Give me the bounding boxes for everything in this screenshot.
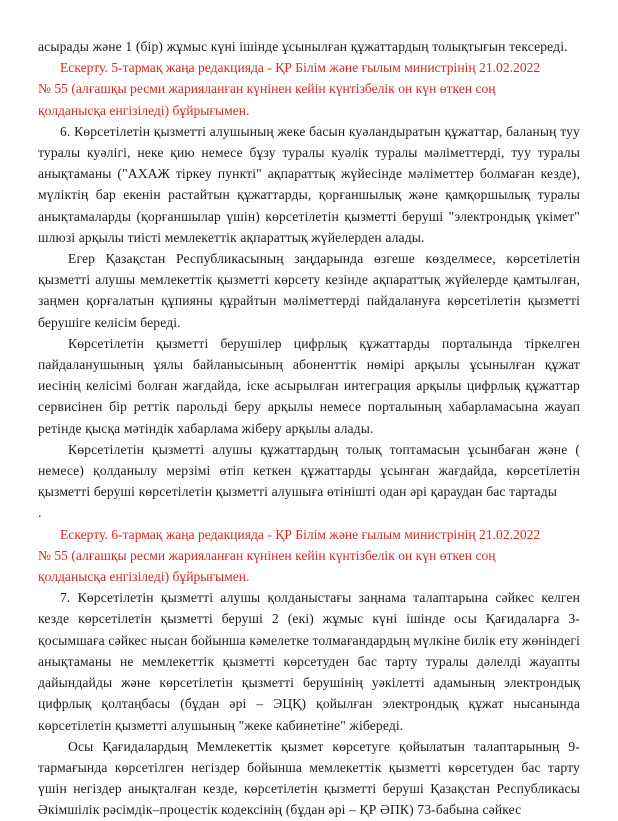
paragraph-digital-documents: Көрсетілетін қызметті берушілер цифрлық құжаттарды порталында тіркелген пайдаланушының ұялы байланысының абоненттік нөмірі арқылы ұсынылған құжат иесінің келісімі болған жағдайда, іске асырылған интеграция арқылы цифрлық құжаттар сервисінен бір реттік парольді беру арқылы немесе порталының хабарламасына жауап ретінде қысқа мәтіндік хабарлама жіберу арқылы алады. xyxy=(38,335,580,436)
paragraph-consent: Егер Қазақстан Республикасының заңдарында өзгеше көзделмесе, көрсетілетін қызметті алушы мемлекеттік қызметті көрсету кезінде ақпараттық жүйелерде қамтылған, заңмен қорғалатын құпияны құрайтын мәліметтерді пайдалануға көрсетілетін қызметті берушіге келісім береді. xyxy=(38,251,580,330)
amendment-note-6 xyxy=(38,524,580,588)
paragraph-refusal: Көрсетілетін қызметті алушы құжаттардың толық топтамасын ұсынбаған және ( немесе) қолданылу мерзімі өтіп кеткен құжаттарды ұсынған жағдайда, көрсетілетін қызметті беруші көрсетілетін қызметті алушыға өтінішті одан әрі қараудан бас тартады xyxy=(38,441,580,500)
paragraph-item-7: 7. Көрсетілетін қызметті алушы қолданыстағы заңнама талаптарына сәйкес келген кезде көрсетілетін қызметті беруші 2 (екі) жұмыс күні ішінде осы Қағидаларға 3-қосымшаға сәйкес нысан бойынша кәмелетке толмағандардың мүлкіне билік ету жөніндегі анықтаманы не мемлекеттік қызметті көрсетуден бас тарту туралы дәлелді жауапты дайындайды және көрсетілетін қызметті берушінің уәкілетті адамының электрондық цифрлық қолтаңбасы (бұдан әрі – ЭЦҚ) қойылған электрондық құжат нысанында көрсетілетін қызметті алушының "жеке кабинетіне" жібереді. xyxy=(38,590,580,733)
amendment-note-5 xyxy=(38,57,580,121)
amendment-note-6-line-1: Ескерту. 6-тармақ жаңа редакцияда - ҚР Білім және ғылым министрінің 21.02.2022 xyxy=(60,526,541,542)
document-body xyxy=(38,36,580,821)
paragraph-refusal-grounds: Осы Қағидалардың Мемлекеттік қызмет көрсетуге қойылатын талаптарының 9-тармағында көрсетілген негіздер бойынша мемлекеттік қызметті көрсетуден бас тарту үшін негіздер анықталған кезде, көрсетілетін қызметті беруші Қазақстан Республикасы Әкімшілік рәсімдік–процестік кодексінің (бұдан әрі – ҚР ӘПК) 73-бабына сәйкес xyxy=(38,738,580,818)
paragraph-continued-top: асырады және 1 (бір) жұмыс күні ішінде ұсынылған құжаттардың толықтығын тексереді. xyxy=(38,39,568,54)
amendment-note-5-line-1: Ескерту. 5-тармақ жаңа редакцияда - ҚР Білім және ғылым министрінің 21.02.2022 xyxy=(60,60,541,76)
amendment-note-6-line-2: № 55 (алғашқы ресми жарияланған күнінен кейін күнтізбелік он күн өткен соң xyxy=(38,547,496,563)
amendment-note-5-line-3: қолданысқа енгізіледі) бұйрығымен. xyxy=(38,102,250,118)
paragraph-item-6: 6. Көрсетілетін қызметті алушының жеке басын куәландыратын құжаттар, баланың туу туралы куәлігі, неке қию немесе бұзу туралы куәлік туралы мәліметтерді, туу туралы анықтаманы ("АХАЖ тіркеу пункті" ақпараттық жүйесінде мәліметтер болмаған кезде), мүліктің бар екенін растайтын құжаттарды, қорғаншылық және қамқоршылық туралы анықтамаларды (қорғаншылар үшін) көрсетілетін қызметті беруші "электрондық үкімет" шлюзі арқылы тиісті мемлекеттік ақпараттық жүйелерден алады. xyxy=(38,123,580,245)
amendment-note-5-line-2: № 55 (алғашқы ресми жарияланған күнінен кейін күнтізбелік он күн өткен соң xyxy=(38,81,496,97)
amendment-note-6-line-3: қолданысқа енгізіледі) бұйрығымен. xyxy=(38,569,250,585)
paragraph-lone-period: . xyxy=(38,505,42,521)
